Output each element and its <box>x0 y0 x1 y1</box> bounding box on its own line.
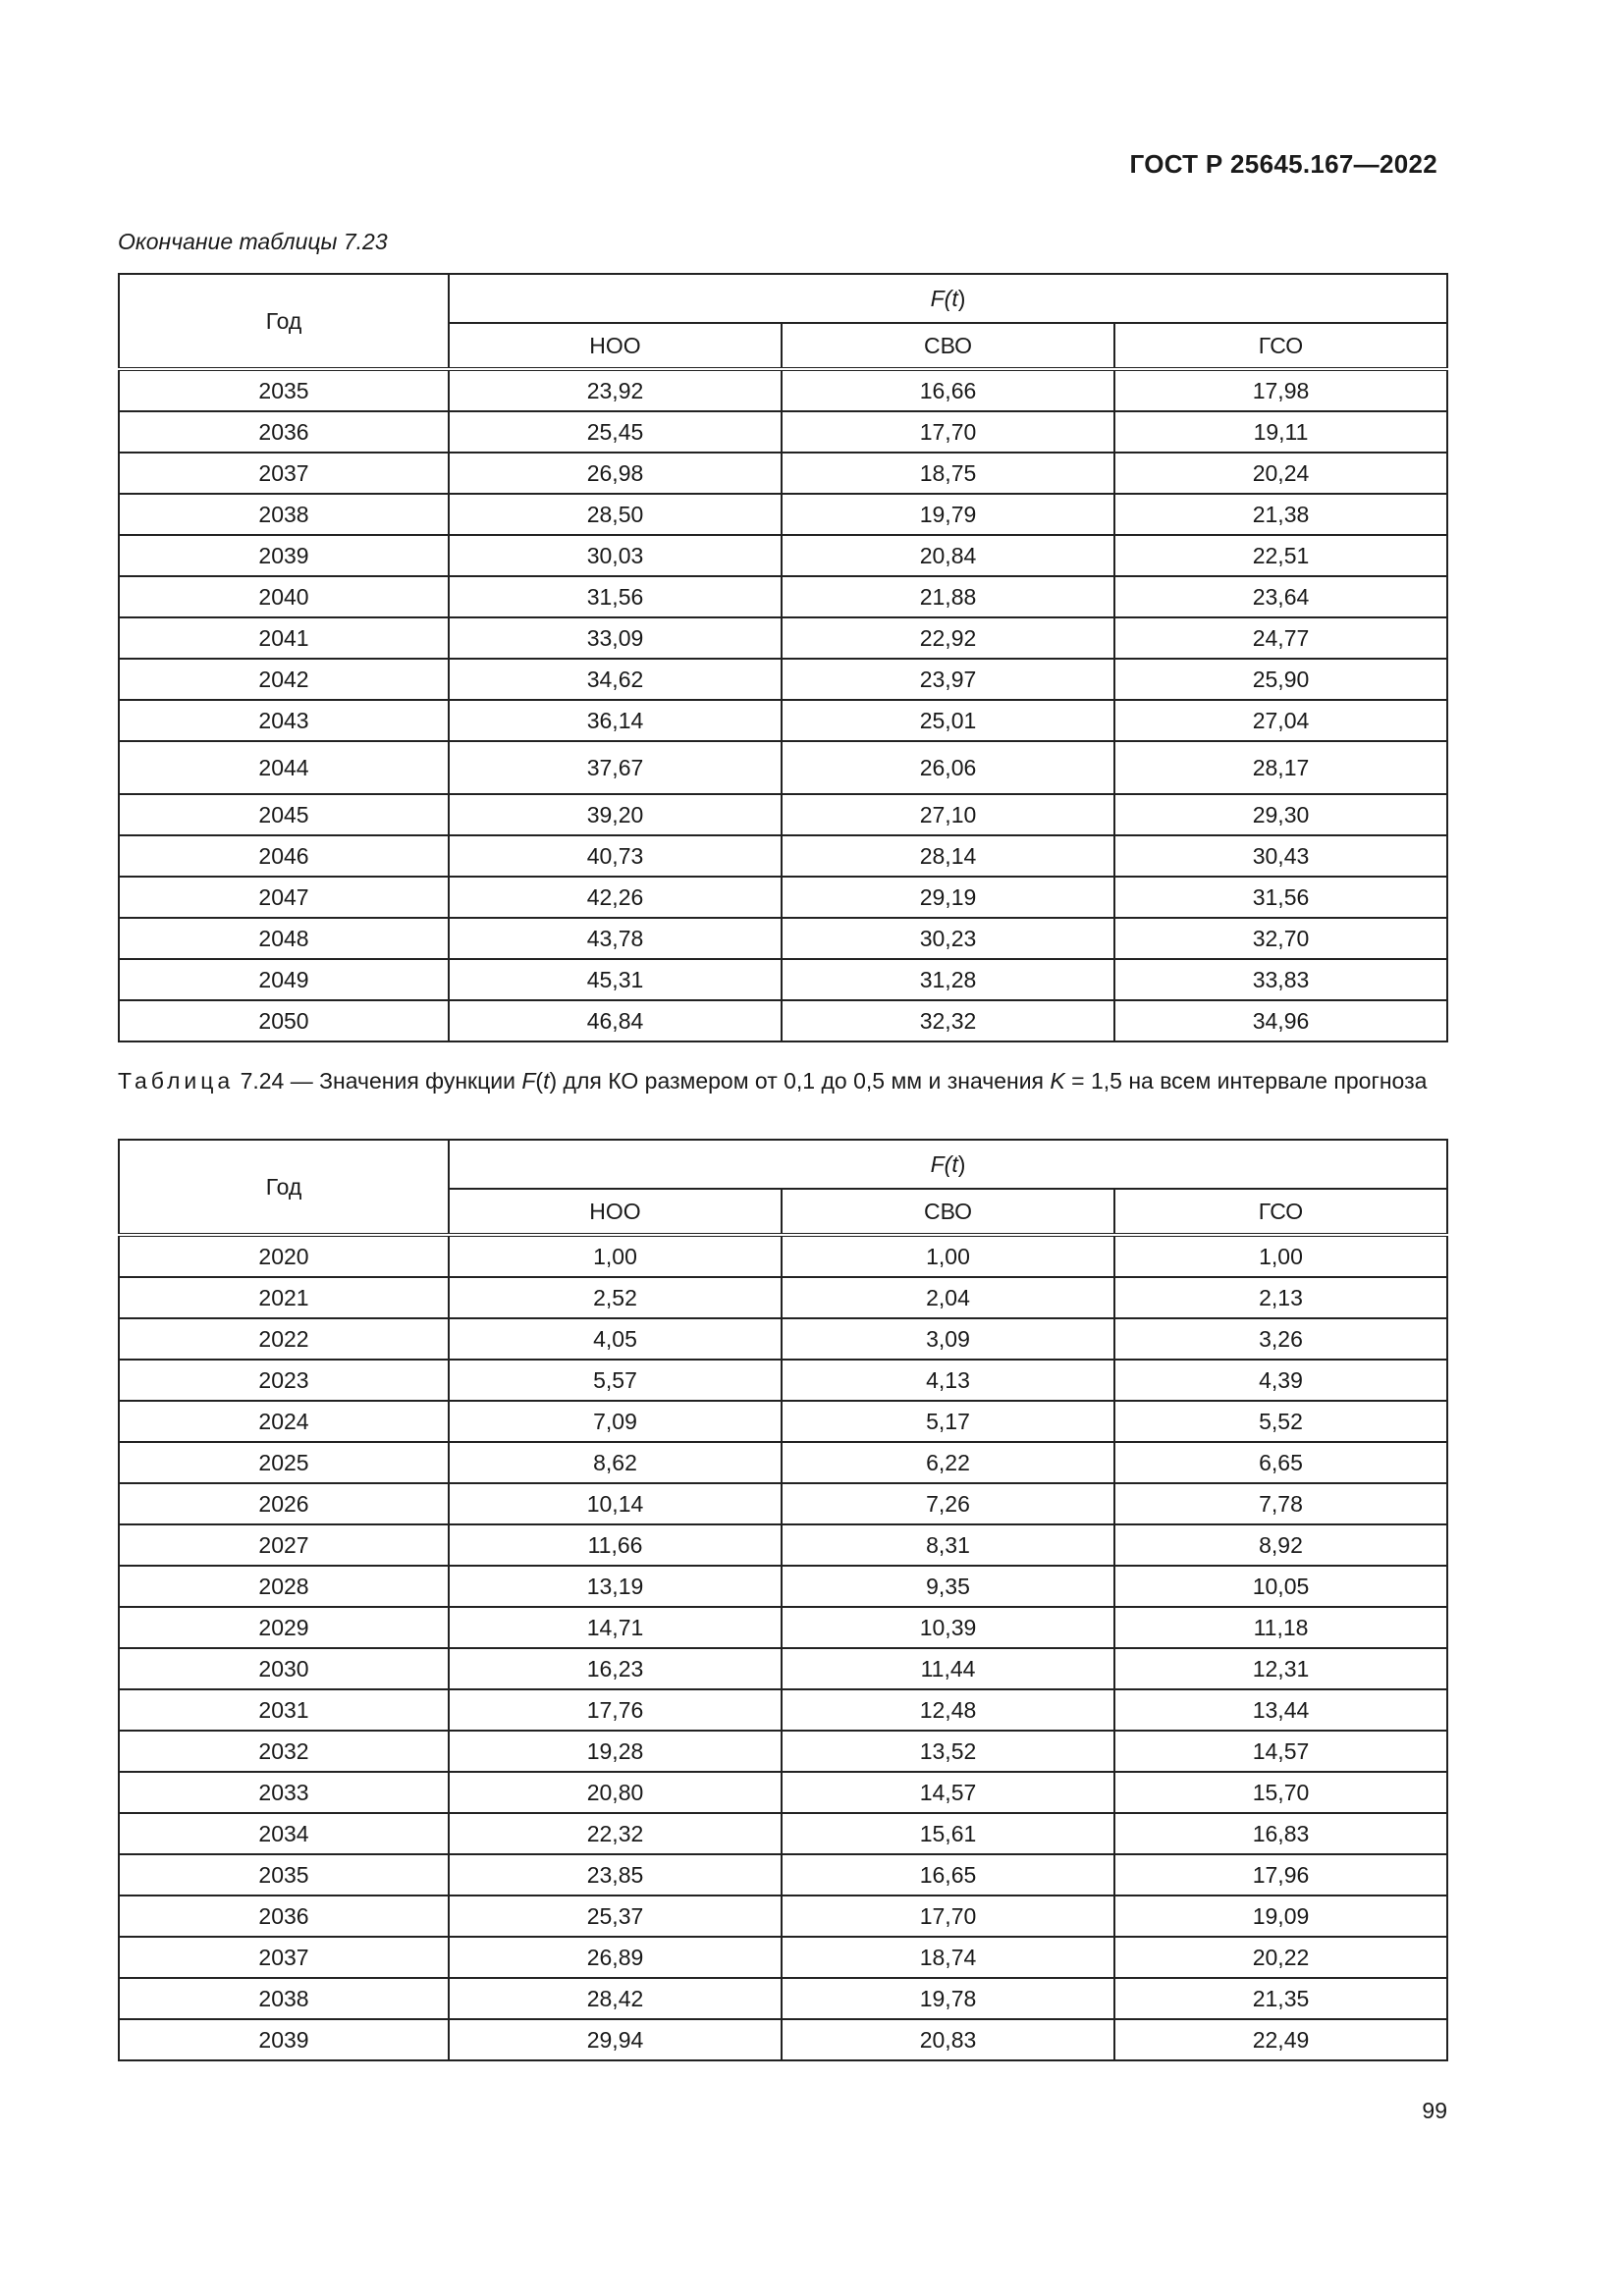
table-row <box>119 1937 1447 1978</box>
cell-svo: 6,22 <box>782 1442 1114 1483</box>
cell-noo: 39,20 <box>449 794 782 835</box>
cell-noo: 28,50 <box>449 494 782 535</box>
table-row <box>119 1235 1447 1277</box>
cell-svo: 27,10 <box>782 794 1114 835</box>
column-header-function: F(t) <box>449 1140 1447 1189</box>
cell-noo: 13,19 <box>449 1566 782 1607</box>
table-row <box>119 794 1447 835</box>
cell-svo: 8,31 <box>782 1524 1114 1566</box>
cell-year: 2040 <box>119 576 449 617</box>
page-number: 99 <box>1422 2098 1447 2123</box>
cell-noo: 23,92 <box>449 369 782 411</box>
cell-noo: 14,71 <box>449 1607 782 1648</box>
column-header-year: Год <box>119 274 449 369</box>
cell-year: 2047 <box>119 877 449 918</box>
cell-gso: 14,57 <box>1114 1731 1447 1772</box>
cell-noo: 26,98 <box>449 453 782 494</box>
cell-noo: 30,03 <box>449 535 782 576</box>
table-row <box>119 1813 1447 1854</box>
table-row <box>119 1318 1447 1360</box>
table-row <box>119 741 1447 794</box>
table-row <box>119 959 1447 1000</box>
table-continuation-caption: Окончание таблицы 7.23 <box>118 229 388 254</box>
cell-svo: 16,66 <box>782 369 1114 411</box>
table-row <box>119 1483 1447 1524</box>
cell-year: 2032 <box>119 1731 449 1772</box>
table-row <box>119 617 1447 659</box>
cell-gso: 30,43 <box>1114 835 1447 877</box>
cell-year: 2036 <box>119 411 449 453</box>
cell-gso: 22,51 <box>1114 535 1447 576</box>
cell-svo: 12,48 <box>782 1689 1114 1731</box>
table-row <box>119 1524 1447 1566</box>
cell-gso: 5,52 <box>1114 1401 1447 1442</box>
cell-svo: 31,28 <box>782 959 1114 1000</box>
cell-gso: 29,30 <box>1114 794 1447 835</box>
table-row <box>119 877 1447 918</box>
cell-svo: 19,78 <box>782 1978 1114 2019</box>
cell-gso: 10,05 <box>1114 1566 1447 1607</box>
cell-svo: 20,83 <box>782 2019 1114 2060</box>
table-row <box>119 576 1447 617</box>
cell-svo: 18,75 <box>782 453 1114 494</box>
cell-gso: 1,00 <box>1114 1235 1447 1277</box>
cell-noo: 45,31 <box>449 959 782 1000</box>
cell-gso: 25,90 <box>1114 659 1447 700</box>
cell-gso: 3,26 <box>1114 1318 1447 1360</box>
table-row <box>119 369 1447 411</box>
cell-year: 2038 <box>119 1978 449 2019</box>
cell-svo: 10,39 <box>782 1607 1114 1648</box>
cell-gso: 11,18 <box>1114 1607 1447 1648</box>
cell-noo: 25,45 <box>449 411 782 453</box>
cell-noo: 17,76 <box>449 1689 782 1731</box>
cell-year: 2023 <box>119 1360 449 1401</box>
cell-gso: 17,96 <box>1114 1854 1447 1896</box>
table-row <box>119 1401 1447 1442</box>
cell-svo: 9,35 <box>782 1566 1114 1607</box>
cell-gso: 28,17 <box>1114 741 1447 794</box>
cell-gso: 34,96 <box>1114 1000 1447 1041</box>
cell-gso: 4,39 <box>1114 1360 1447 1401</box>
cell-year: 2024 <box>119 1401 449 1442</box>
cell-noo: 1,00 <box>449 1235 782 1277</box>
table-row <box>119 1772 1447 1813</box>
cell-noo: 37,67 <box>449 741 782 794</box>
cell-year: 2044 <box>119 741 449 794</box>
cell-gso: 19,11 <box>1114 411 1447 453</box>
cell-noo: 7,09 <box>449 1401 782 1442</box>
table-row <box>119 700 1447 741</box>
cell-noo: 5,57 <box>449 1360 782 1401</box>
cell-svo: 21,88 <box>782 576 1114 617</box>
cell-gso: 8,92 <box>1114 1524 1447 1566</box>
table-row <box>119 494 1447 535</box>
cell-year: 2031 <box>119 1689 449 1731</box>
table-row <box>119 1854 1447 1896</box>
cell-svo: 28,14 <box>782 835 1114 877</box>
cell-gso: 7,78 <box>1114 1483 1447 1524</box>
table-row <box>119 918 1447 959</box>
table-row <box>119 659 1447 700</box>
table-row <box>119 1442 1447 1483</box>
cell-gso: 2,13 <box>1114 1277 1447 1318</box>
cell-svo: 5,17 <box>782 1401 1114 1442</box>
cell-gso: 17,98 <box>1114 369 1447 411</box>
cell-gso: 21,38 <box>1114 494 1447 535</box>
cell-svo: 2,04 <box>782 1277 1114 1318</box>
cell-year: 2030 <box>119 1648 449 1689</box>
cell-gso: 16,83 <box>1114 1813 1447 1854</box>
table-7-23-body <box>119 369 1447 1041</box>
cell-svo: 7,26 <box>782 1483 1114 1524</box>
cell-svo: 17,70 <box>782 411 1114 453</box>
cell-noo: 8,62 <box>449 1442 782 1483</box>
cell-noo: 33,09 <box>449 617 782 659</box>
cell-noo: 26,89 <box>449 1937 782 1978</box>
cell-gso: 23,64 <box>1114 576 1447 617</box>
column-header-noo: НОО <box>449 323 782 369</box>
column-header-svo: СВО <box>782 1189 1114 1235</box>
cell-year: 2021 <box>119 1277 449 1318</box>
cell-year: 2037 <box>119 453 449 494</box>
cell-gso: 27,04 <box>1114 700 1447 741</box>
cell-year: 2045 <box>119 794 449 835</box>
cell-noo: 36,14 <box>449 700 782 741</box>
cell-gso: 31,56 <box>1114 877 1447 918</box>
table-row <box>119 1277 1447 1318</box>
cell-noo: 22,32 <box>449 1813 782 1854</box>
cell-year: 2026 <box>119 1483 449 1524</box>
cell-noo: 28,42 <box>449 1978 782 2019</box>
cell-year: 2036 <box>119 1896 449 1937</box>
table-row <box>119 1607 1447 1648</box>
cell-noo: 20,80 <box>449 1772 782 1813</box>
cell-year: 2033 <box>119 1772 449 1813</box>
cell-svo: 23,97 <box>782 659 1114 700</box>
column-header-function: F(t) <box>449 274 1447 323</box>
table-row <box>119 411 1447 453</box>
cell-year: 2035 <box>119 369 449 411</box>
cell-svo: 17,70 <box>782 1896 1114 1937</box>
cell-noo: 25,37 <box>449 1896 782 1937</box>
cell-noo: 31,56 <box>449 576 782 617</box>
cell-year: 2034 <box>119 1813 449 1854</box>
table-row <box>119 1689 1447 1731</box>
cell-svo: 25,01 <box>782 700 1114 741</box>
cell-year: 2020 <box>119 1235 449 1277</box>
cell-noo: 40,73 <box>449 835 782 877</box>
cell-noo: 43,78 <box>449 918 782 959</box>
cell-noo: 23,85 <box>449 1854 782 1896</box>
cell-gso: 13,44 <box>1114 1689 1447 1731</box>
cell-svo: 4,13 <box>782 1360 1114 1401</box>
cell-gso: 21,35 <box>1114 1978 1447 2019</box>
column-header-year: Год <box>119 1140 449 1235</box>
column-header-svo: СВО <box>782 323 1114 369</box>
cell-noo: 2,52 <box>449 1277 782 1318</box>
cell-svo: 22,92 <box>782 617 1114 659</box>
cell-gso: 15,70 <box>1114 1772 1447 1813</box>
cell-svo: 30,23 <box>782 918 1114 959</box>
cell-year: 2029 <box>119 1607 449 1648</box>
cell-noo: 16,23 <box>449 1648 782 1689</box>
cell-gso: 6,65 <box>1114 1442 1447 1483</box>
cell-gso: 24,77 <box>1114 617 1447 659</box>
cell-gso: 33,83 <box>1114 959 1447 1000</box>
cell-gso: 32,70 <box>1114 918 1447 959</box>
document-code: ГОСТ Р 25645.167—2022 <box>1129 149 1437 179</box>
table-row <box>119 1978 1447 2019</box>
cell-noo: 46,84 <box>449 1000 782 1041</box>
cell-svo: 11,44 <box>782 1648 1114 1689</box>
cell-year: 2028 <box>119 1566 449 1607</box>
cell-svo: 13,52 <box>782 1731 1114 1772</box>
table-row <box>119 1896 1447 1937</box>
cell-gso: 20,22 <box>1114 1937 1447 1978</box>
table-row <box>119 1648 1447 1689</box>
cell-noo: 34,62 <box>449 659 782 700</box>
cell-year: 2042 <box>119 659 449 700</box>
cell-noo: 19,28 <box>449 1731 782 1772</box>
cell-gso: 12,31 <box>1114 1648 1447 1689</box>
column-header-noo: НОО <box>449 1189 782 1235</box>
cell-year: 2038 <box>119 494 449 535</box>
cell-year: 2037 <box>119 1937 449 1978</box>
cell-svo: 16,65 <box>782 1854 1114 1896</box>
cell-gso: 19,09 <box>1114 1896 1447 1937</box>
cell-year: 2043 <box>119 700 449 741</box>
cell-noo: 42,26 <box>449 877 782 918</box>
table-row <box>119 1360 1447 1401</box>
cell-noo: 4,05 <box>449 1318 782 1360</box>
column-header-gso: ГСО <box>1114 323 1447 369</box>
cell-noo: 11,66 <box>449 1524 782 1566</box>
column-header-gso: ГСО <box>1114 1189 1447 1235</box>
cell-year: 2039 <box>119 2019 449 2060</box>
table-row <box>119 1000 1447 1041</box>
cell-year: 2022 <box>119 1318 449 1360</box>
table-row <box>119 453 1447 494</box>
table-7-23-end <box>118 273 1448 1042</box>
cell-svo: 18,74 <box>782 1937 1114 1978</box>
cell-noo: 29,94 <box>449 2019 782 2060</box>
table-row <box>119 835 1447 877</box>
table-row <box>119 1731 1447 1772</box>
table-7-24-body <box>119 1235 1447 2060</box>
cell-noo: 10,14 <box>449 1483 782 1524</box>
cell-gso: 22,49 <box>1114 2019 1447 2060</box>
cell-year: 2050 <box>119 1000 449 1041</box>
cell-year: 2048 <box>119 918 449 959</box>
cell-year: 2035 <box>119 1854 449 1896</box>
cell-svo: 19,79 <box>782 494 1114 535</box>
cell-gso: 20,24 <box>1114 453 1447 494</box>
cell-svo: 20,84 <box>782 535 1114 576</box>
cell-svo: 3,09 <box>782 1318 1114 1360</box>
cell-year: 2025 <box>119 1442 449 1483</box>
cell-year: 2039 <box>119 535 449 576</box>
cell-year: 2049 <box>119 959 449 1000</box>
table-7-24 <box>118 1139 1448 2061</box>
cell-svo: 1,00 <box>782 1235 1114 1277</box>
cell-svo: 26,06 <box>782 741 1114 794</box>
table-row <box>119 1566 1447 1607</box>
table-row <box>119 2019 1447 2060</box>
cell-svo: 14,57 <box>782 1772 1114 1813</box>
cell-year: 2046 <box>119 835 449 877</box>
cell-year: 2027 <box>119 1524 449 1566</box>
table-7-24-caption: Таблица 7.24 — Значения функции F(t) для КО размером от 0,1 до 0,5 мм и значения K = 1,5 на всем интервале прогноза <box>118 1068 1428 1094</box>
cell-year: 2041 <box>119 617 449 659</box>
cell-svo: 32,32 <box>782 1000 1114 1041</box>
table-row <box>119 535 1447 576</box>
cell-svo: 29,19 <box>782 877 1114 918</box>
cell-svo: 15,61 <box>782 1813 1114 1854</box>
